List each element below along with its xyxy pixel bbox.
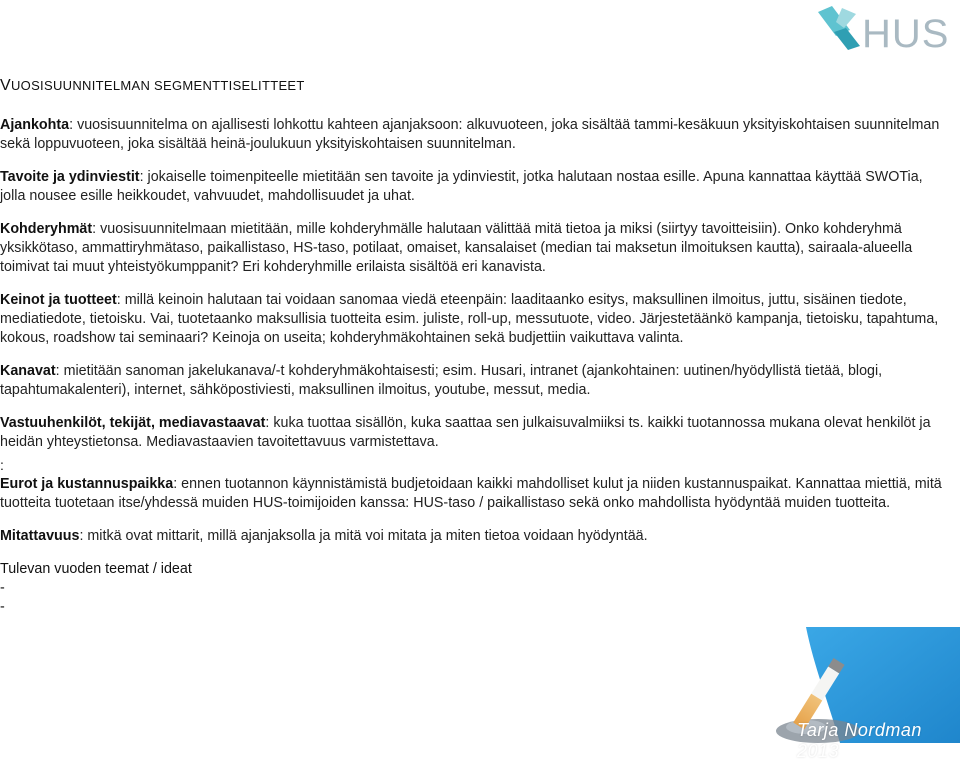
paragraph-text: : kuka tuottaa sisällön, kuka saattaa sen julkaisuvalmiiksi ts. kaikki tuotannossa mukana olevat henkilöt ja heidän yhteystietonsa. Mediavastaavien tavoitettavuus varmistettava.	[0, 415, 931, 450]
ideas-item: -	[0, 599, 5, 615]
ideas-item: -	[0, 580, 5, 596]
paragraph-label: Mitattavuus	[0, 528, 80, 544]
paragraph-label: Kanavat	[0, 363, 56, 379]
paragraph-label: Kohderyhmät	[0, 221, 93, 237]
paragraph-text: : mietitään sanoman jakelukanava/-t kohderyhmäkohtaisesti; esim. Husari, intranet (ajankohtainen: uutinen/hyödyllistä tietää, blogi, tapahtumakalenteri), internet, sähköpostiviesti, maksullinen ilmoitus, youtube, messut, media.	[0, 363, 883, 398]
separator-colon: :	[0, 457, 4, 473]
paragraph-label: Vastuuhenkilöt, tekijät, mediavastaavat	[0, 415, 266, 431]
title-first-letter: V	[0, 77, 11, 94]
title-rest: UOSISUUNNITELMAN SEGMENTTISELITTEET	[10, 78, 305, 93]
paragraph-kanavat	[0, 362, 952, 400]
paragraph-ajankohta	[0, 116, 952, 154]
hus-logo-text: HUS	[862, 12, 950, 56]
paragraph-label: Keinot ja tuotteet	[0, 292, 117, 308]
paragraph-text: : vuosisuunnitelmaan mietitään, mille kohderyhmälle halutaan välittää mitä tietoa ja miksi (siirtyy tavoitteisiin). Onko kohderyhmä yksikkötaso, ammattiryhmätaso, paikallistaso, HS-taso, potilaat, omaiset, kansalaiset (median tai maksetun ilmoituksen kautta), sairaala-alueella toimivat tai muut yhteistyökumppanit? Eri kohderyhmille erilaista sisältöä eri kanavista.	[0, 221, 913, 275]
paragraph-label: Tavoite ja ydinviestit	[0, 169, 140, 185]
paragraph-text: : ennen tuotannon käynnistämistä budjetoidaan kaikki mahdolliset kulut ja niiden kustannuspaikat. Kannattaa miettiä, mitä tuotteita tuotetaan itse/yhdessä muiden HUS-toimijoiden kanssa: HUS-taso / paikallistaso sekä onko mahdollista hyödyntää muiden tuotteita.	[0, 476, 942, 511]
paragraph-tavoite	[0, 168, 952, 206]
document-body	[0, 77, 952, 617]
paragraph-mitattavuus	[0, 527, 952, 546]
author-credit: Tarja Nordman 2013	[797, 720, 922, 761]
page-title	[0, 77, 952, 95]
paragraph-label: Ajankohta	[0, 117, 70, 133]
paragraph-text: : jokaiselle toimenpiteelle mietitään sen tavoite ja ydinviestit, jotka halutaan nostaa esille. Apuna kannattaa käyttää SWOTia, jolla nousee esille heikkoudet, vahvuudet, mahdollisuudet ja uhat.	[0, 169, 923, 204]
paragraph-keinot	[0, 291, 952, 348]
paragraph-text: : millä keinoin halutaan tai voidaan sanomaa viedä eteenpäin: laaditaanko esitys, maksullinen ilmoitus, juttu, sisäinen tiedote, mediatiedote, tietoisku. Vai, tuotetaanko maksullisia tuotteita esim. juliste, roll-up, messutuote, video. Järjestetäänkö kampanja, tietoisku, tapahtuma, kokous, roadshow tai seminaari? Keinoja on useita; kohderyhmäkohtainen sekä budjettiin vaikuttava valinta.	[0, 292, 939, 346]
paragraph-eurot	[0, 475, 952, 513]
paragraph-kohderyhmat	[0, 220, 952, 277]
paragraph-vastuuhenkilot	[0, 414, 952, 452]
ideas-heading: Tulevan vuoden teemat / ideat	[0, 561, 192, 577]
paragraph-label: Eurot ja kustannuspaikka	[0, 476, 174, 492]
paragraph-text: : vuosisuunnitelma on ajallisesti lohkottu kahteen ajanjaksoon: alkuvuoteen, joka sisältää tammi-kesäkuun yksityiskohtaisen suunnitelman sekä loppuvuoteen, joka sisältää heinä-joulukuun yksityiskohtaisen suunnitelman.	[0, 117, 940, 152]
paragraph-text: : mitkä ovat mittarit, millä ajanjaksolla ja mitä voi mitata ja miten tietoa voidaan hyödyntää.	[79, 528, 648, 544]
